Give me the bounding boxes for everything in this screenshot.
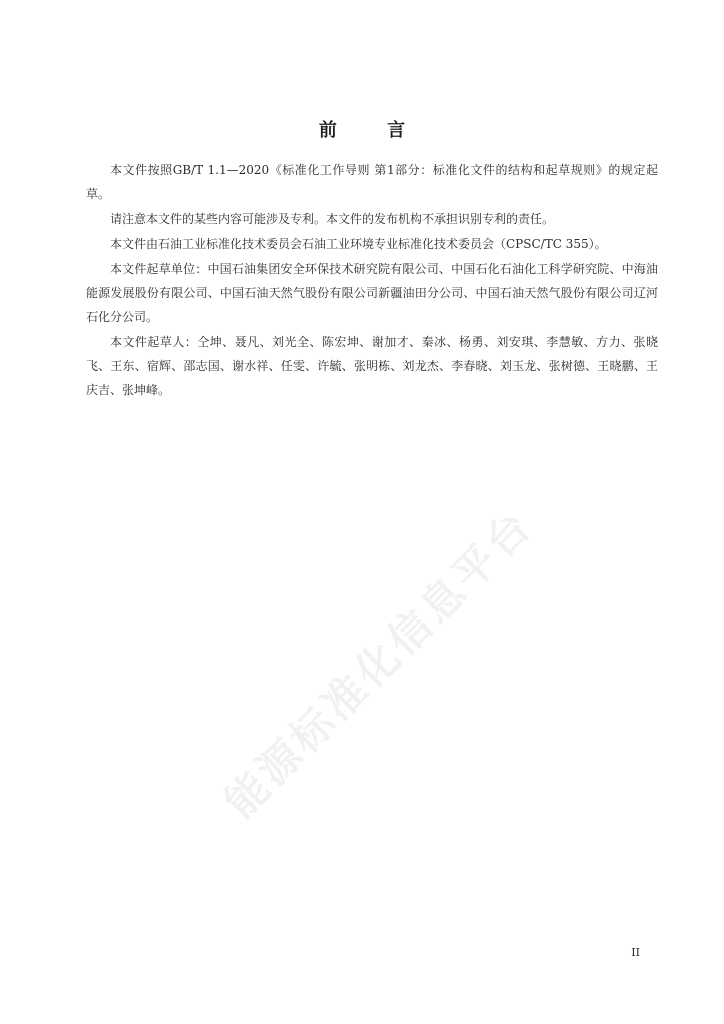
paragraph-drafting-units: 本文件起草单位：中国石油集团安全环保技术研究院有限公司、中国石化石油化工科学研究院、中海油能源发展股份有限公司、中国石油天然气股份有限公司新疆油田分公司、中国石油天然气股份有限公司辽河石化分公司。 [86,262,658,324]
paragraph-standard-basis: 本文件按照GB/T 1.1—2020《标准化工作导则 第1部分：标准化文件的结构和起草规则》的规定起草。 [86,163,658,201]
page-number: II [631,946,640,959]
page-title: 前 言 [318,120,428,141]
foreword-body [86,158,658,403]
paragraph-drafters: 本文件起草人：仝坤、聂凡、刘光全、陈宏坤、谢加才、秦冰、杨勇、刘安琪、李慧敏、方力、张晓飞、王东、宿辉、邵志国、谢水祥、任雯、许毓、张明栋、刘龙杰、李春晓、刘玉龙、张树德、王晓鹏、王庆吉、张坤峰。 [86,335,658,397]
paragraph-patent-notice: 请注意本文件的某些内容可能涉及专利。本文件的发布机构不承担识别专利的责任。 [110,212,555,226]
watermark: 能源标准化信息平台 [215,500,543,828]
paragraph-proposer: 本文件由石油工业标准化技术委员会石油工业环境专业标准化技术委员会（CPSC/TC 355）。 [110,237,607,251]
